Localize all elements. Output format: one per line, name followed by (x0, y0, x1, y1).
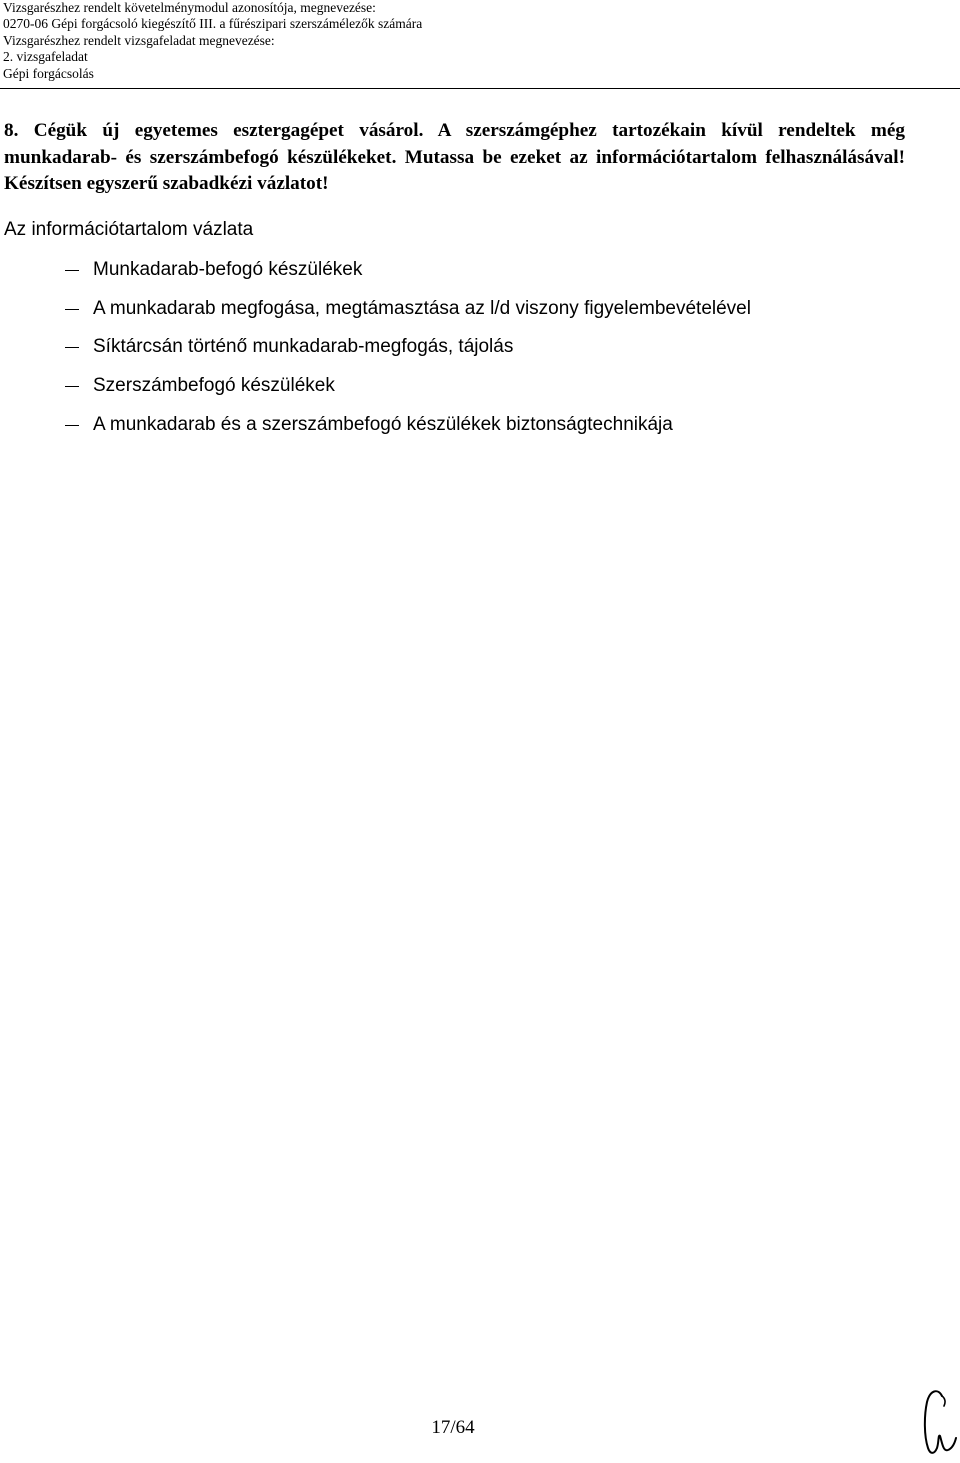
document-header (3, 0, 943, 82)
signature-icon (918, 1386, 958, 1458)
header-module-name: 0270-06 Gépi forgácsoló kiegészítő III. a fűrészipari szerszámélezők számára (3, 16, 423, 32)
header-divider (0, 88, 960, 89)
dash-bullet-icon (65, 309, 79, 310)
task-description: 8. Cégük új egyetemes esztergagépet vásárol. A szerszámgéphez tartozékain kívül rendeltek még munkadarab- és szerszámbefogó készülékeket. Mutassa be ezeket az információtartalom felhasználásával! Készítsen egyszerű szabadkézi vázlatot! (4, 120, 905, 194)
dash-bullet-icon (65, 425, 79, 426)
header-module-label: Vizsgarészhez rendelt követelménymodul azonosítója, megnevezése: (3, 0, 376, 15)
list-item-text: Munkadarab-befogó készülékek (93, 259, 363, 280)
list-item-text: Szerszámbefogó készülékek (93, 375, 335, 397)
dash-bullet-icon (65, 347, 79, 348)
list-item-text: A munkadarab megfogása, megtámasztása az l/d viszony figyelembevételével (93, 297, 751, 319)
dash-bullet-icon (65, 270, 79, 271)
list-item-text: A munkadarab és a szerszámbefogó készülékek biztonságtechnikája (93, 413, 673, 435)
outline-title: Az információtartalom vázlata (4, 219, 254, 240)
header-task-number: 2. vizsgafeladat (3, 49, 88, 65)
dash-bullet-icon (65, 386, 79, 387)
list-item-text: Síktárcsán történő munkadarab-megfogás, tájolás (93, 336, 514, 358)
header-task-name: Gépi forgácsolás (3, 65, 94, 81)
header-task-label: Vizsgarészhez rendelt vizsgafeladat megnevezése: (3, 32, 275, 48)
page-number: 17/64 (431, 1417, 475, 1438)
